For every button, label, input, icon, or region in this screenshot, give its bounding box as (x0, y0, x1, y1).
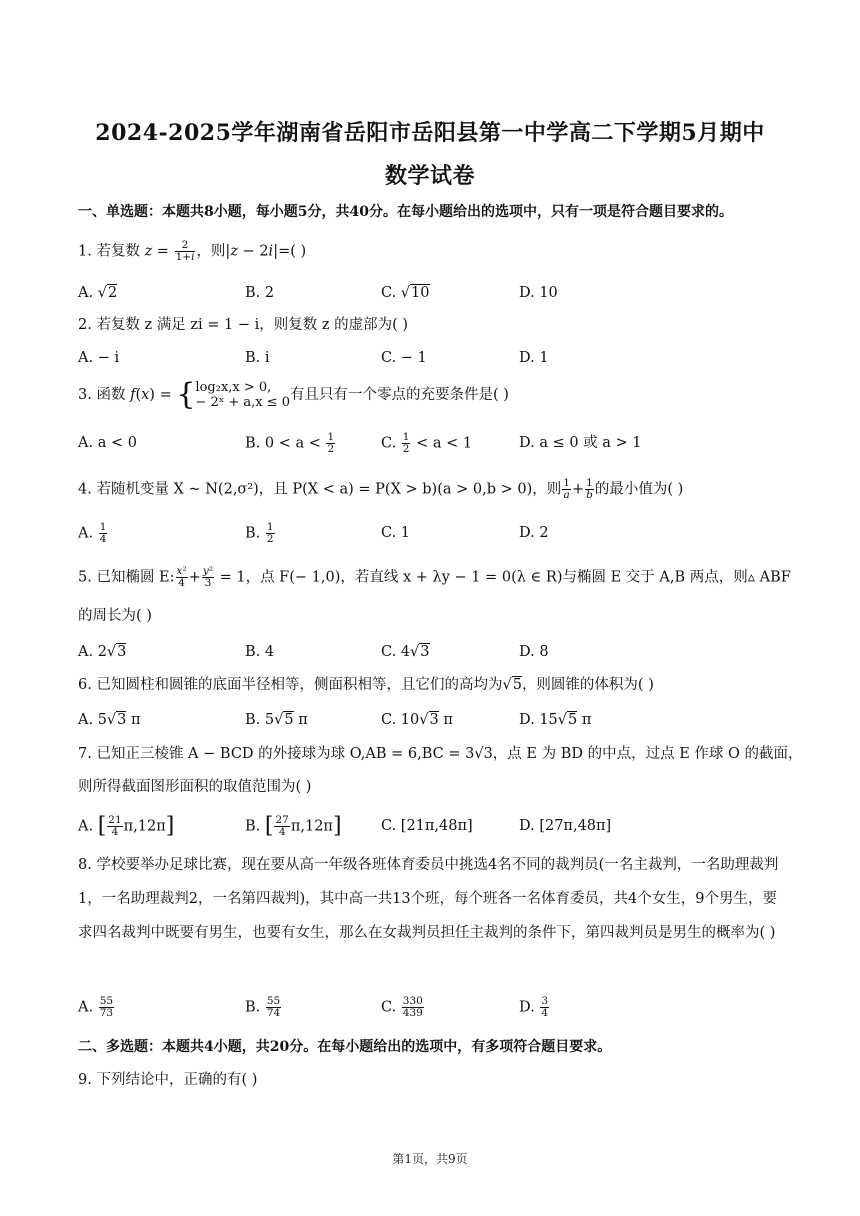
option-b[interactable]: B. 2 (245, 285, 275, 301)
question-4-options (78, 522, 782, 544)
option-b[interactable]: B. 0 < a < $\frac{1}{2}$ (245, 431, 335, 455)
question-7: 7. 已知正三棱锥 A − BCD 的外接球为球 O,AB = 6,BC = 3√3，点 E 为 BD 的中点，过点 E 作球 O 的截面， (78, 746, 803, 762)
option-d[interactable]: D. $\frac{3}{4}$ (519, 995, 549, 1019)
option-a[interactable]: A. a < 0 (78, 435, 137, 451)
question-3: 3. 函数 f(x) = { log₂x,x > 0, − 2ˣ + a,x ≤ 0 有且只有一个零点的充要条件是( ) (78, 377, 509, 412)
exam-title-line2: 数学试卷 (384, 163, 475, 189)
question-8-options (78, 996, 782, 1018)
option-c[interactable]: C. $\frac{330}{439}$ (381, 995, 423, 1019)
option-d[interactable]: D. [27π,48π] (519, 818, 612, 834)
option-c[interactable]: C. √10 (381, 285, 430, 301)
option-d[interactable]: D. a ≤ 0 或 a > 1 (519, 435, 642, 451)
option-b[interactable]: B. $\frac{55}{74}$ (245, 995, 281, 1019)
option-d[interactable]: D. 15√5 π (519, 712, 592, 728)
option-c[interactable]: C. $\frac{1}{2}$ < a < 1 (381, 431, 473, 455)
question-7-options (78, 815, 782, 837)
option-c[interactable]: C. − 1 (381, 350, 427, 366)
question-7-line2: 则所得截面图形面积的取值范围为( ) (78, 779, 312, 795)
question-6: 6. 已知圆柱和圆锥的底面半径相等，侧面积相等，且它们的高均为√5，则圆锥的体积为( ) (78, 677, 654, 693)
question-9: 9. 下列结论中，正确的有( ) (78, 1072, 258, 1088)
section-heading-single-choice: 一、单选题：本题共8小题，每小题5分，共40分。在每小题给出的选项中，只有一项是符合题目要求的。 (78, 204, 733, 220)
option-d[interactable]: D. 1 (519, 350, 549, 366)
page-footer: 第1页，共9页 (392, 1152, 468, 1166)
question-5-line2: 的周长为( ) (78, 608, 152, 624)
option-a[interactable]: A. 5√3 π (78, 712, 141, 728)
question-5-options (78, 641, 782, 663)
question-1: 1. 若复数 z = $\frac{2}{1+i}$ ，则|z − 2i|=( ) (78, 239, 307, 263)
question-2-options (78, 347, 782, 369)
option-d[interactable]: D. 10 (519, 285, 558, 301)
option-a[interactable]: A. 2√3 (78, 644, 127, 660)
option-c[interactable]: C. 1 (381, 525, 411, 541)
option-d[interactable]: D. 8 (519, 644, 549, 660)
fraction: $\frac{2}{1+i}$ (175, 239, 195, 263)
option-a[interactable]: A. $\frac{1}{4}$ (78, 521, 107, 545)
question-2: 2. 若复数 z 满足 zi = 1 − i，则复数 z 的虚部为( ) (78, 317, 409, 333)
option-b[interactable]: B. [ $\frac{27}{4}$ π,12π] (245, 813, 342, 839)
option-c[interactable]: C. [21π,48π] (381, 818, 473, 834)
question-6-options (78, 709, 782, 731)
question-4: 4. 若随机变量 X ~ N(2,σ²)，且 P(X < a) = P(X > b)(a > 0,b > 0)，则 $\frac{1}{a}$ + $\frac{1}{b}$ 的最小值为( ) (78, 477, 684, 501)
exam-title-line1: 2024-2025学年湖南省岳阳市岳阳县第一中学高二下学期5月期中 (95, 120, 765, 146)
option-a[interactable]: A. $\frac{55}{73}$ (78, 995, 114, 1019)
option-a[interactable]: A. [ $\frac{21}{4}$ π,12π] (78, 813, 175, 839)
option-c[interactable]: C. 4√3 (381, 644, 430, 660)
option-d[interactable]: D. 2 (519, 525, 549, 541)
option-a[interactable]: A. √2 (78, 285, 118, 301)
option-b[interactable]: B. i (245, 350, 270, 366)
question-1-options (78, 282, 782, 304)
option-b[interactable]: B. 4 (245, 644, 275, 660)
question-3-options (78, 432, 782, 454)
option-a[interactable]: A. − i (78, 350, 120, 366)
option-b[interactable]: B. 5√5 π (245, 712, 308, 728)
option-b[interactable]: B. $\frac{1}{2}$ (245, 521, 274, 545)
question-5: 5. 已知椭圆 E: $\frac{\text{x²}}{4}$ + $\frac{\text{y²}}{3}$ = 1，点 F(− 1,0)，若直线 x + λy − 1 = 0(λ ∈ R)与椭圆 E 交于 A,B 两点，则▵ ABF (78, 565, 791, 589)
option-c[interactable]: C. 10√3 π (381, 712, 453, 728)
section-heading-multi-choice: 二、多选题：本题共4小题，共20分。在每小题给出的选项中，有多项符合题目要求。 (78, 1039, 612, 1055)
question-8: 8. 学校要举办足球比赛，现在要从高一年级各班体育委员中挑选4名不同的裁判员(一名主裁判，一名助理裁判1，一名助理裁判2，一名第四裁判)，其中高一共13个班，每个班各一名体育委员，共4个女生，9个男生，要求四名裁判中既要有男生，也要有女生，那么在女裁判员担任主裁判的条件下，第四裁判员是男生的概率为( ) (78, 857, 779, 941)
